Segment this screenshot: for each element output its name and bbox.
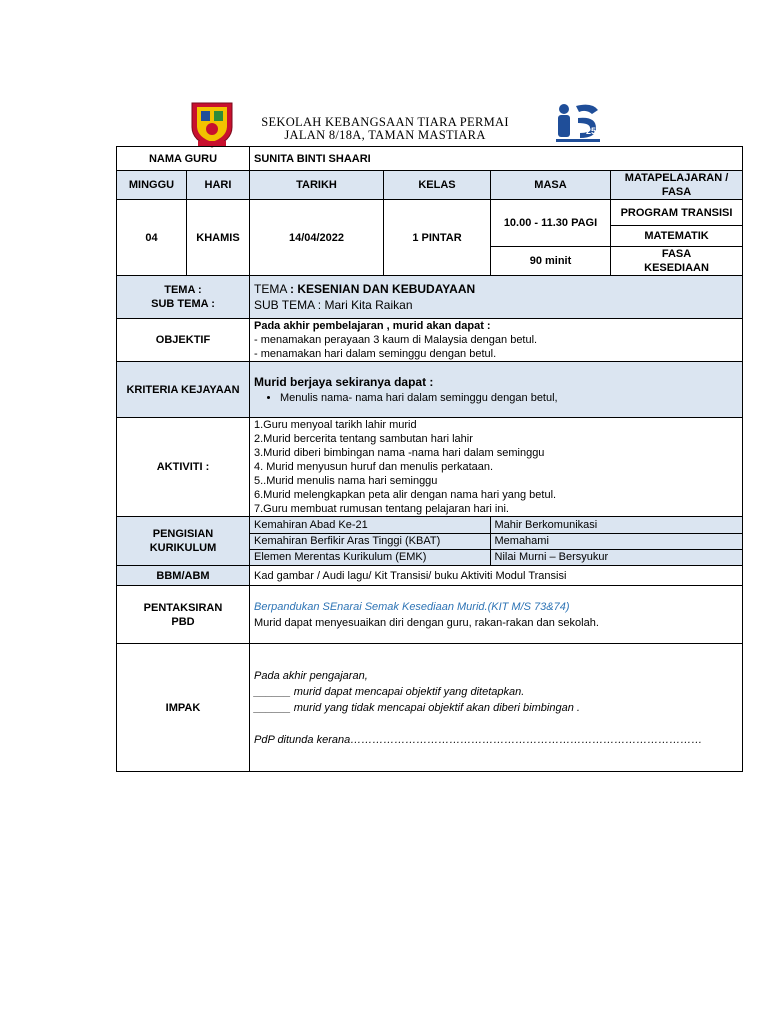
kriteria-label: KRITERIA KEJAYAAN (117, 362, 250, 418)
objektif-line: - menamakan perayaan 3 kaum di Malaysia dengan betul. (254, 334, 538, 346)
impak-spacer (254, 716, 738, 732)
pengisian-label-line1: PENGISIAN (152, 528, 214, 540)
pengisian-key: Kemahiran Berfikir Aras Tinggi (KBAT) (250, 533, 490, 549)
impak-line2: ______ murid yang tidak mencapai objektif akan diberi bimbingan . (254, 701, 580, 714)
pengisian-value: Mahir Berkomunikasi (490, 517, 742, 533)
pentaksiran-label (117, 586, 250, 644)
pengisian-label-line2: KURIKULUM (149, 542, 217, 554)
pengisian-value: Memahami (490, 533, 742, 549)
objektif-content (250, 319, 743, 362)
objektif-intro: Pada akhir pembelajaran , murid akan dapat : (254, 320, 491, 332)
aktiviti-item: 1.Guru menyoal tarikh lahir murid (254, 419, 417, 431)
logo-number: 25 (586, 126, 597, 136)
column-header-row (117, 171, 743, 200)
pentaksiran-label-line1: PENTAKSIRAN (143, 601, 223, 614)
pentaksiran-text: Murid dapat menyesuaikan diri dengan guru, rakan-rakan dan sekolah. (254, 616, 599, 629)
tema-value: : KESENIAN DAN KEBUDAYAAN (290, 282, 476, 296)
aktiviti-content (250, 418, 743, 517)
aktiviti-item: 2.Murid bercerita tentang sambutan hari lahir (254, 433, 473, 445)
school-name: SEKOLAH KEBANGSAAN TIARA PERMAI (261, 115, 509, 129)
lesson-plan-table (116, 146, 743, 772)
tema-text (254, 281, 738, 297)
col-masa: MASA (491, 171, 611, 200)
pengisian-item (250, 533, 742, 549)
impak-content (250, 644, 743, 772)
masa-duration: 90 minit (491, 247, 611, 276)
col-matapelajaran-line1: MATAPELAJARAN / (624, 172, 729, 184)
pengisian-item (250, 549, 742, 565)
pentaksiran-guide: Berpandukan SEnarai Semak Kesediaan Murid.(KIT M/S 73&74) (254, 600, 570, 613)
col-matapelajaran-line2: FASA (661, 186, 692, 198)
impak-ditunda: PdP ditunda kerana…………………………………………………………………………………… (254, 733, 703, 746)
tema-label (117, 276, 250, 319)
kelas-value: 1 PINTAR (384, 200, 491, 276)
subject-program: PROGRAM TRANSISI (611, 200, 743, 226)
pentaksiran-row (117, 586, 743, 644)
aktiviti-item: 4. Murid menyusun huruf dan menulis perkataan. (254, 461, 494, 473)
col-matapelajaran (611, 171, 743, 200)
pengisian-key: Elemen Merentas Kurikulum (EMK) (250, 549, 490, 565)
fasa-line2: KESEDIAAN (644, 262, 709, 274)
bbm-row (117, 566, 743, 586)
pengisian-item (250, 517, 742, 533)
hari-value: KHAMIS (187, 200, 250, 276)
teacher-row (117, 147, 743, 171)
impak-label: IMPAK (117, 644, 250, 772)
pengisian-table (250, 517, 742, 565)
kriteria-row (117, 362, 743, 418)
impak-row (117, 644, 743, 772)
aktiviti-item: 7.Guru membuat rumusan tentang pelajaran hari ini. (254, 503, 509, 515)
pengisian-row (117, 517, 743, 566)
teacher-name: SUNITA BINTI SHAARI (250, 147, 743, 171)
objektif-row (117, 319, 743, 362)
tema-prefix: TEMA (254, 282, 291, 296)
kriteria-item: • Menulis nama- nama hari dalam seminggu dengan betul, (280, 391, 738, 405)
col-hari: HARI (187, 171, 250, 200)
kriteria-intro: Murid berjaya sekiranya dapat : (254, 374, 434, 389)
objektif-line: - menamakan hari dalam seminggu dengan betul. (254, 348, 497, 360)
fasa-line1: FASA (661, 248, 692, 260)
aktiviti-label: AKTIVITI : (117, 418, 250, 517)
impak-intro: Pada akhir pengajaran, (254, 669, 368, 682)
pentaksiran-label-line2: PBD (171, 615, 195, 628)
aktiviti-item: 6.Murid melengkapkan peta alir dengan nama hari yang betul. (254, 489, 557, 501)
kriteria-list (254, 391, 738, 405)
aktiviti-item: 5..Murid menulis nama hari seminggu (254, 475, 438, 487)
tema-row (117, 276, 743, 319)
bbm-value: Kad gambar / Audi lagu/ Kit Transisi/ buku Aktiviti Modul Transisi (250, 566, 743, 586)
kriteria-content (250, 362, 743, 418)
school-address-block (230, 116, 540, 142)
subtema-label-line: SUB TEMA : (151, 298, 215, 310)
masa-time: 10.00 - 11.30 PAGI (491, 200, 611, 247)
school-address: JALAN 8/18A, TAMAN MASTIARA (284, 128, 486, 142)
bbm-label: BBM/ABM (117, 566, 250, 586)
tarikh-value: 14/04/2022 (250, 200, 384, 276)
tema-content (250, 276, 743, 319)
page-header (0, 92, 768, 148)
fasa-value (611, 247, 743, 276)
pengisian-label (117, 517, 250, 566)
pengisian-content (250, 517, 743, 566)
ministry-logo (552, 100, 604, 144)
col-tarikh: TARIKH (250, 171, 384, 200)
school-crest-logo (188, 97, 236, 149)
impak-line1: ______ murid dapat mencapai objektif yang ditetapkan. (254, 685, 525, 698)
tema-label-line: TEMA : (164, 284, 202, 296)
info-row-1 (117, 200, 743, 226)
aktiviti-item: 3.Murid diberi bimbingan nama -nama hari dalam seminggu (254, 447, 545, 459)
subtema-text: SUB TEMA : Mari Kita Raikan (254, 298, 413, 312)
col-kelas: KELAS (384, 171, 491, 200)
aktiviti-row (117, 418, 743, 517)
pengisian-value: Nilai Murni – Bersyukur (490, 549, 742, 565)
teacher-label: NAMA GURU (117, 147, 250, 171)
objektif-label: OBJEKTIF (117, 319, 250, 362)
subject-name: MATEMATIK (611, 226, 743, 247)
col-minggu: MINGGU (117, 171, 187, 200)
pentaksiran-content (250, 586, 743, 644)
minggu-value: 04 (117, 200, 187, 276)
pengisian-key: Kemahiran Abad Ke-21 (250, 517, 490, 533)
